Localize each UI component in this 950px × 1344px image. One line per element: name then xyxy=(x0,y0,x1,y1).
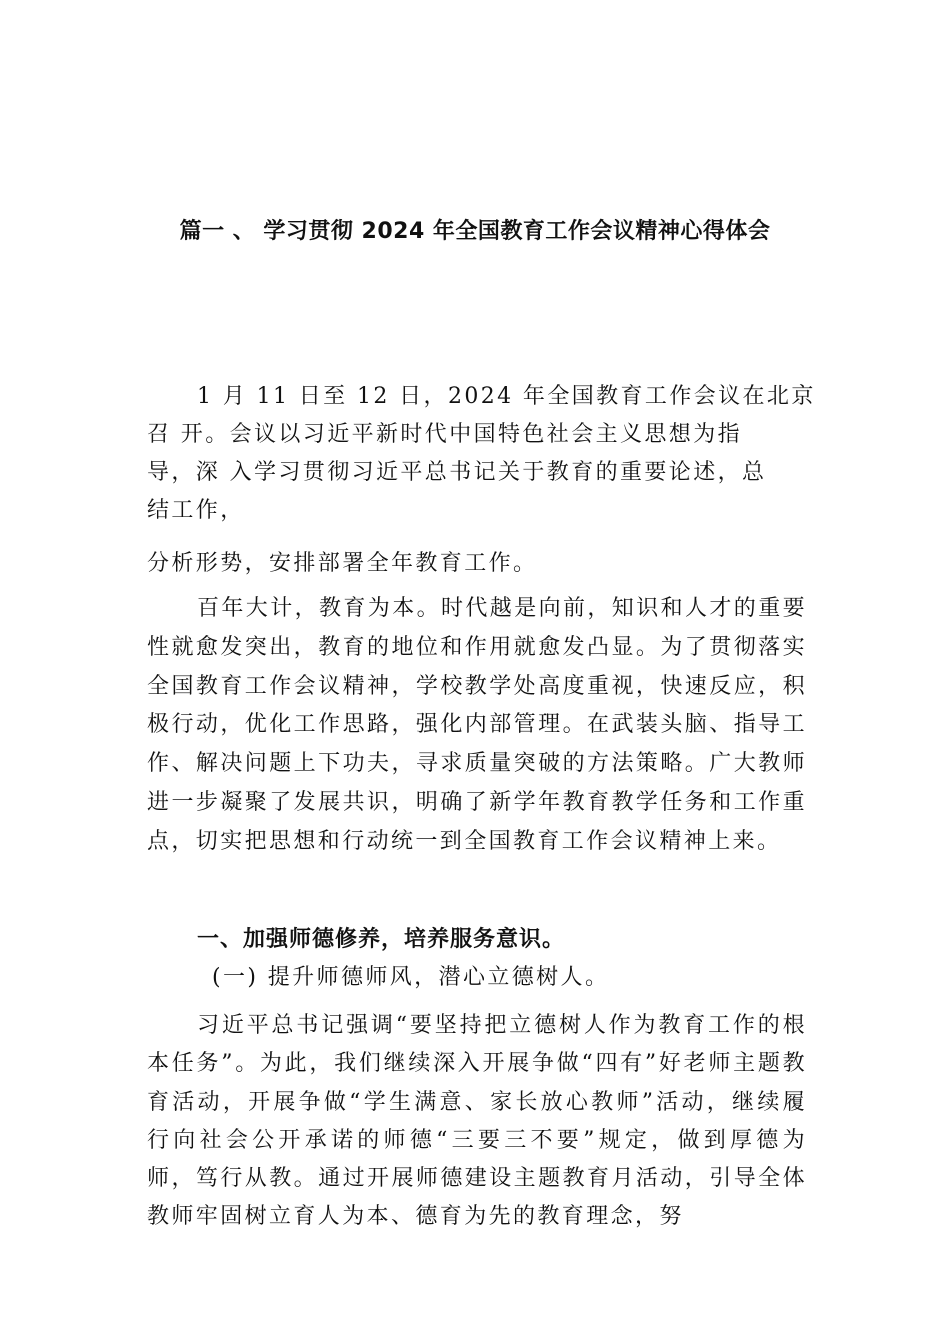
subsection-heading-1-1: (一) 提升师德师风，潜心立德树人。 xyxy=(212,965,610,990)
intro-line-4: 结工作， xyxy=(147,498,245,523)
paragraph-3: 习近平总书记强调“要坚持把立德树人作为教育工作的根本任务”。为此，我们继续深入开展争做“四有”好老师主题教育活动，开展争做“学生满意、家长放心教师”活动，继续履行向社会公开承诺的师德“三要三不要”规定，做到厚德为师，笃行从教。通过开展师德建设主题教育月活动，引导全体教师牢固树立育人为本、德育为先的教育理念，努 xyxy=(147,1013,807,1230)
section-heading-1: 一、加强师德修养，培养服务意识。 xyxy=(197,927,566,952)
intro-tail: 分析形势，安排部署全年教育工作。 xyxy=(147,551,538,576)
intro-line-2: 召 开。会议以习近平新时代中国特色社会主义思想为指 xyxy=(147,422,742,447)
intro-line-3: 导，深 入学习贯彻习近平总书记关于教育的重要论述，总 xyxy=(147,460,767,485)
document-title: 篇一 、 学习贯彻 2024 年全国教育工作会议精神心得体会 xyxy=(179,219,771,244)
intro-line-1: 1 月 11 日至 12 日，2024 年全国教育工作会议在北京 xyxy=(197,384,816,409)
paragraph-2: 百年大计，教育为本。时代越是向前，知识和人才的重要性就愈发突出，教育的地位和作用就愈发凸显。为了贯彻落实全国教育工作会议精神，学校教学处高度重视，快速反应，积极行动，优化工作思路，强化内部管理。在武装头脑、指导工作、解决问题上下功夫，寻求质量突破的方法策略。广大教师进一步凝聚了发展共识，明确了新学年教育教学任务和工作重点，切实把思想和行动统一到全国教育工作会议精神上来。 xyxy=(147,596,808,854)
